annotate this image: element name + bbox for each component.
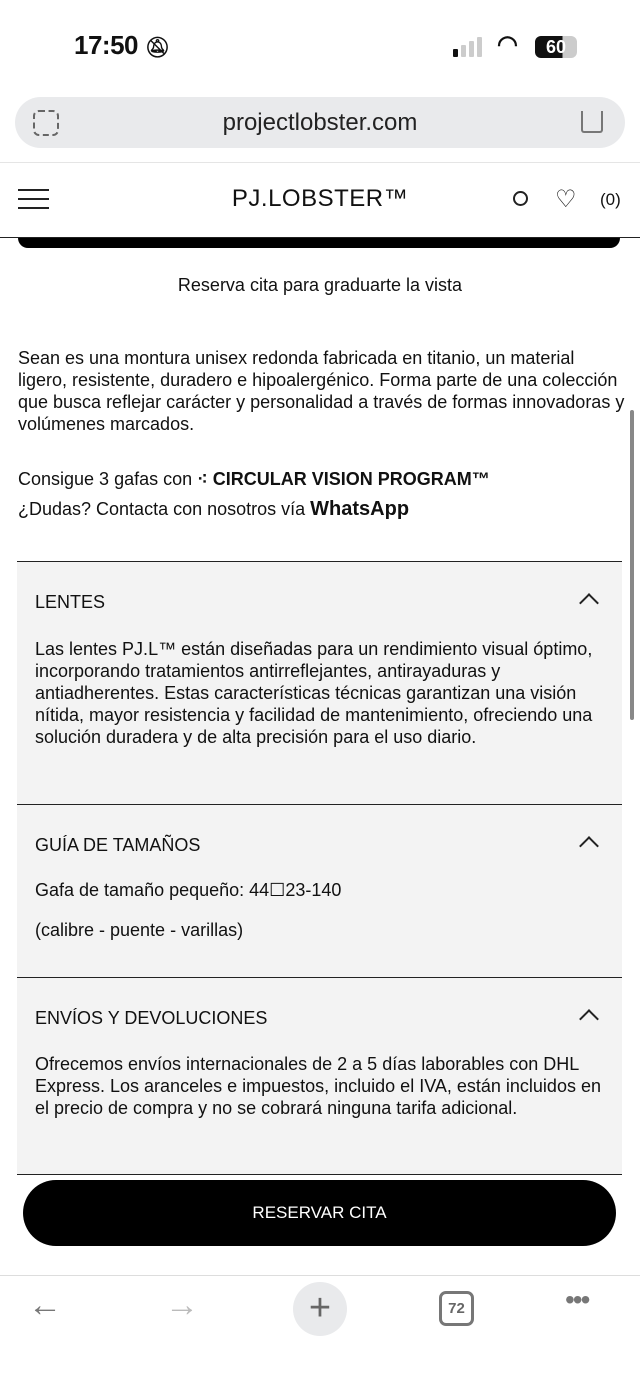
program-line: Consigue 3 gafas con ⁖ CIRCULAR VISION PROGRAM™: [18, 469, 490, 489]
signal-icon: [453, 37, 482, 57]
chevron-up-icon[interactable]: [579, 593, 599, 613]
accordion-shipping: [17, 977, 622, 1175]
silent-bell-icon: 🔕︎: [144, 37, 170, 59]
accordion-body: Ofrecemos envíos internacionales de 2 a 5 días laborables con DHL Express. Los aranceles e impuestos, incluido el IVA, están incluidos en el precio de compra y no se cobrará ninguna tarifa adicional.: [35, 1054, 601, 1118]
product-description: Sean es una montura unisex redonda fabricada en titanio, un material ligero, resistente, duradero e hipoalergénico. Forma parte de una colección que busca reflejar carácter y personalidad a través de formas innovadoras y volúmenes marcados.: [18, 348, 625, 434]
accordion-title[interactable]: LENTES: [35, 592, 106, 612]
accordion-title[interactable]: GUÍA DE TAMAÑOS: [35, 835, 201, 855]
status-time: 17:50 🔕︎: [74, 30, 170, 60]
size-text: Gafa de tamaño pequeño: 44☐23-140: [35, 880, 342, 900]
add-to-cart-button-partial[interactable]: [18, 238, 620, 248]
program-link[interactable]: CIRCULAR VISION PROGRAM™: [212, 469, 490, 489]
heart-icon[interactable]: ♡: [555, 186, 577, 213]
appointment-link[interactable]: Reserva cita para graduarte la vista: [177, 275, 463, 295]
forward-arrow-icon[interactable]: →: [165, 1286, 199, 1324]
new-tab-button[interactable]: +: [293, 1282, 347, 1336]
chevron-up-icon[interactable]: [579, 836, 599, 856]
scrollbar[interactable]: [630, 410, 634, 720]
back-arrow-icon[interactable]: ←: [28, 1286, 62, 1324]
reserve-appointment-button[interactable]: RESERVAR CITA: [23, 1180, 616, 1246]
more-icon[interactable]: •••: [565, 1284, 589, 1315]
cart-count[interactable]: (0): [600, 190, 621, 209]
accordion-title[interactable]: ENVÍOS Y DEVOLUCIONES: [35, 1008, 268, 1028]
url-text[interactable]: projectlobster.com: [222, 109, 418, 136]
accordion-body: Las lentes PJ.L™ están diseñadas para un rendimiento visual óptimo, incorporando tratamientos antirreflejantes, antirayaduras y antiadherentes. Estas características técnicas garantizan una visión nítida, mayor resistencia y facilidad de mantenimiento, ofreciendo una solución duradera y de alta precisión para el uso diario.: [35, 639, 593, 747]
chevron-up-icon[interactable]: [579, 1009, 599, 1029]
battery-icon: 60: [535, 36, 577, 58]
wifi-icon: ◠: [497, 31, 518, 58]
size-legend: (calibre - puente - varillas): [35, 920, 244, 940]
dots-icon: ⁖: [197, 469, 208, 489]
site-header: [0, 162, 640, 238]
whatsapp-link[interactable]: WhatsApp: [310, 498, 410, 520]
browser-toolbar: [0, 1275, 640, 1390]
share-icon[interactable]: [581, 111, 603, 133]
accordion-size-guide: [17, 804, 622, 977]
search-icon[interactable]: [513, 191, 528, 206]
contact-line: ¿Dudas? Contacta con nosotros vía WhatsApp: [18, 498, 410, 520]
accordion-lentes: [17, 561, 622, 804]
url-bar[interactable]: [15, 97, 625, 148]
tabs-button[interactable]: 72: [439, 1291, 474, 1326]
logo[interactable]: PJ.LOBSTER™: [231, 185, 409, 212]
